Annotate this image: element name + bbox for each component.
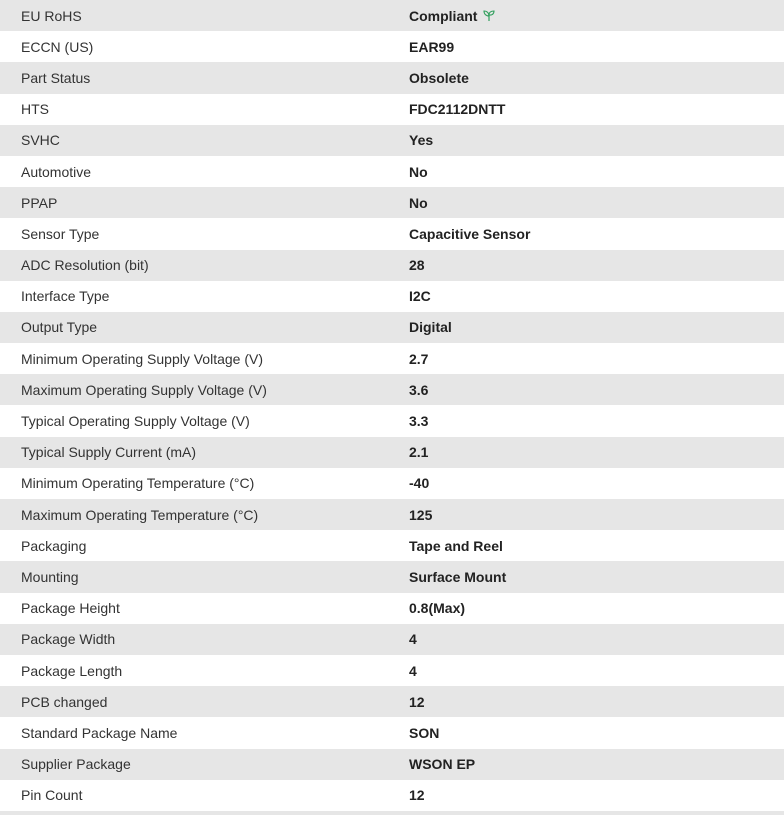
spec-label: Interface Type	[21, 288, 110, 305]
spec-row-supplier-package	[0, 749, 784, 780]
spec-row-max-temperature	[0, 499, 784, 530]
spec-row-interface-type	[0, 281, 784, 312]
spec-value: Obsolete	[409, 69, 469, 86]
spec-value: 12	[409, 787, 425, 804]
spec-value: 0.8(Max)	[409, 600, 466, 617]
spec-label: Part Status	[21, 69, 91, 86]
spec-row-mounting	[0, 561, 784, 592]
spec-label: Package Length	[21, 662, 123, 679]
spec-label: Sensor Type	[21, 225, 100, 242]
spec-value: Surface Mount	[409, 568, 507, 585]
spec-value: Capacitive Sensor	[409, 225, 531, 242]
spec-row-pcb-changed	[0, 686, 784, 717]
spec-label: Packaging	[21, 537, 87, 554]
spec-row-package-length	[0, 655, 784, 686]
spec-value: Digital	[409, 319, 452, 336]
spec-row-pin-count	[0, 780, 784, 811]
spec-row-output-type	[0, 312, 784, 343]
spec-label: Automotive	[21, 163, 92, 180]
spec-value: 28	[409, 257, 425, 274]
spec-value: 2.7	[409, 350, 429, 367]
spec-value-cell	[409, 0, 784, 31]
spec-value: 2.1	[409, 444, 429, 461]
table-bottom-divider	[0, 811, 784, 815]
spec-label: Supplier Package	[21, 756, 131, 773]
spec-value: 3.6	[409, 381, 429, 398]
spec-row-part-status	[0, 62, 784, 93]
spec-value: 125	[409, 506, 433, 523]
spec-label: HTS	[21, 101, 49, 118]
spec-row-eu-rohs	[0, 0, 784, 31]
spec-label: Typical Operating Supply Voltage (V)	[21, 413, 250, 430]
spec-value: Compliant	[409, 7, 478, 24]
spec-label: Typical Supply Current (mA)	[21, 444, 197, 461]
spec-label: Mounting	[21, 568, 79, 585]
spec-label: Maximum Operating Supply Voltage (V)	[21, 381, 267, 398]
spec-value: EAR99	[409, 38, 455, 55]
spec-row-standard-package-name	[0, 717, 784, 748]
spec-row-packaging	[0, 530, 784, 561]
spec-row-min-supply-voltage	[0, 343, 784, 374]
spec-value: No	[409, 194, 428, 211]
spec-label: PPAP	[21, 194, 58, 211]
spec-label: Package Height	[21, 600, 120, 617]
spec-label: SVHC	[21, 132, 60, 149]
spec-label: Pin Count	[21, 787, 83, 804]
spec-value: Tape and Reel	[409, 537, 503, 554]
spec-row-ppap	[0, 187, 784, 218]
spec-value: FDC2112DNTT	[409, 101, 506, 118]
spec-label: Standard Package Name	[21, 724, 178, 741]
spec-label: Minimum Operating Temperature (°C)	[21, 475, 255, 492]
spec-label: ECCN (US)	[21, 38, 94, 55]
spec-label: Minimum Operating Supply Voltage (V)	[21, 350, 263, 367]
spec-row-max-supply-voltage	[0, 374, 784, 405]
spec-row-package-height	[0, 593, 784, 624]
spec-label: Package Width	[21, 631, 116, 648]
spec-row-sensor-type	[0, 218, 784, 249]
spec-row-package-width	[0, 624, 784, 655]
spec-row-min-temperature	[0, 468, 784, 499]
spec-value: No	[409, 163, 428, 180]
spec-value: -40	[409, 475, 430, 492]
spec-label: PCB changed	[21, 693, 108, 710]
spec-row-typ-supply-voltage	[0, 405, 784, 436]
spec-value: 12	[409, 693, 425, 710]
spec-label: Maximum Operating Temperature (°C)	[21, 506, 259, 523]
spec-label: EU RoHS	[21, 7, 82, 24]
spec-row-eccn	[0, 31, 784, 62]
spec-row-adc-resolution	[0, 250, 784, 281]
spec-value: 3.3	[409, 413, 429, 430]
spec-row-automotive	[0, 156, 784, 187]
spec-label: Output Type	[21, 319, 98, 336]
spec-value: Yes	[409, 132, 434, 149]
spec-label: ADC Resolution (bit)	[21, 257, 149, 274]
spec-row-typ-supply-current	[0, 437, 784, 468]
spec-row-svhc	[0, 125, 784, 156]
spec-value: WSON EP	[409, 756, 476, 773]
spec-value: I2C	[409, 288, 431, 305]
spec-value: 4	[409, 631, 417, 648]
spec-row-hts	[0, 94, 784, 125]
leaf-icon	[482, 9, 496, 23]
spec-value: 4	[409, 662, 417, 679]
spec-value: SON	[409, 724, 440, 741]
